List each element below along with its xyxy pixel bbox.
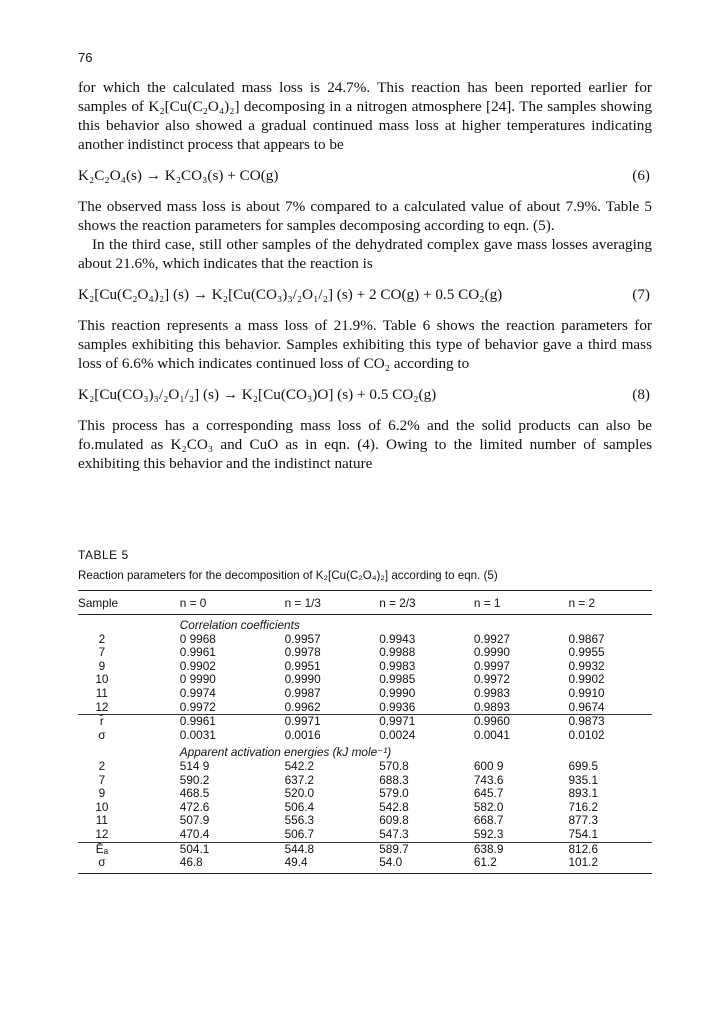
value-cell: 0.0024 xyxy=(379,727,416,742)
table-caption: Reaction parameters for the decomposition of K₂[Cu(C₂O₄)₂] according to eqn. (5) xyxy=(78,569,498,582)
value-cell: 542.2 xyxy=(284,758,315,773)
table-row xyxy=(78,760,652,774)
table-row xyxy=(78,701,652,715)
table-row xyxy=(78,774,652,788)
value-cell: 0.9910 xyxy=(568,685,605,700)
value-cell: 506.4 xyxy=(284,799,315,814)
value-cell: 0 9990 xyxy=(179,672,216,687)
row-label-cell: r̄ xyxy=(78,715,180,729)
value-cell: 0.9987 xyxy=(284,685,321,700)
value-cell: 935.1 xyxy=(568,772,599,787)
value-cell: 600 9 xyxy=(473,758,504,773)
value-cell: 507.9 xyxy=(179,813,210,828)
row-label-cell: 2 xyxy=(98,631,106,646)
table-row xyxy=(78,646,652,660)
equation-6 xyxy=(78,166,652,185)
paragraph-5: This process has a corresponding mass loss of 6.2% and the solid products can also be fo.mulated as K₂CO₃ and CuO as in eqn. (4). Owing to the limited number of samples exhibiting this behavior and the indistinct nature xyxy=(78,417,652,472)
table-row xyxy=(78,687,652,701)
row-label-cell: 9 xyxy=(98,658,106,673)
data-table xyxy=(78,590,652,874)
value-cell: 470.4 xyxy=(179,826,210,841)
value-cell: 609.8 xyxy=(379,813,409,828)
value-cell: 0.9960 xyxy=(474,715,569,729)
header-n0: n = 0 xyxy=(180,591,285,615)
summary-row xyxy=(78,715,652,729)
value-cell: 514 9 xyxy=(179,758,210,773)
value-cell: 0.9972 xyxy=(179,699,216,714)
value-cell: 0.9990 xyxy=(473,645,510,660)
value-cell: 0.9971 xyxy=(379,715,474,729)
value-cell: 0.9936 xyxy=(379,699,416,714)
equation-8-text: K₂[Cu(CO₃)₃/₂O₁/₂] (s) → K₂[Cu(CO₃)O] (s) + 0.5 CO₂(g) xyxy=(78,386,437,403)
header-n23: n = 2/3 xyxy=(379,591,474,615)
equation-6-number: (6) xyxy=(632,167,650,184)
value-cell: 556.3 xyxy=(284,813,315,828)
value-cell: 468.5 xyxy=(179,786,210,801)
value-cell: 0.9902 xyxy=(568,672,605,687)
value-cell: 0.9674 xyxy=(568,699,605,714)
value-cell: 668.7 xyxy=(473,813,504,828)
value-cell: 0.0041 xyxy=(473,727,510,742)
section-title: Correlation coefficients xyxy=(179,618,300,632)
value-cell: 582.0 xyxy=(473,799,504,814)
value-cell: 688.3 xyxy=(379,772,409,787)
paragraph-2: The observed mass loss is about 7% compared to a calculated value of about 7.9%. Table 5 shows the reaction parameters for samples decomposing according to eqn. (5). xyxy=(78,198,652,234)
value-cell: 49.4 xyxy=(285,856,380,873)
value-cell: 506.7 xyxy=(284,826,315,841)
header-sample: Sample xyxy=(78,591,180,615)
value-cell: 547.3 xyxy=(379,826,409,841)
table-label: TABLE 5 xyxy=(78,548,129,562)
table-row xyxy=(78,814,652,828)
value-cell: 0.9955 xyxy=(568,645,605,660)
value-cell: 0.9983 xyxy=(473,685,510,700)
value-cell: 645.7 xyxy=(473,786,504,801)
table-row xyxy=(78,828,652,842)
value-cell: 637.2 xyxy=(284,772,315,787)
paragraph-3: In the third case, still other samples of the dehydrated complex gave mass losses averaging about 21.6%, which indicates that the reaction is xyxy=(78,236,652,272)
value-cell: 0.9961 xyxy=(179,645,216,660)
value-cell: 46.8 xyxy=(180,856,285,873)
value-cell: 638.9 xyxy=(474,842,569,856)
value-cell: 101.2 xyxy=(569,856,653,873)
value-cell: 0.9997 xyxy=(473,658,510,673)
value-cell: 0 9968 xyxy=(179,631,216,646)
value-cell: 754.1 xyxy=(568,826,599,841)
value-cell: 743.6 xyxy=(473,772,504,787)
value-cell: 544.8 xyxy=(285,842,380,856)
value-cell: 0.9902 xyxy=(179,658,216,673)
value-cell: 0.9927 xyxy=(473,631,510,646)
row-label-cell: 12 xyxy=(95,699,109,714)
table-row xyxy=(78,660,652,674)
value-cell: 0.9873 xyxy=(569,715,653,729)
header-n2: n = 2 xyxy=(569,591,653,615)
equation-8-number: (8) xyxy=(632,386,650,403)
header-n13: n = 1/3 xyxy=(285,591,380,615)
row-label-cell: 7 xyxy=(98,645,106,660)
row-label-cell: 11 xyxy=(95,685,108,700)
value-cell: 589.7 xyxy=(379,842,474,856)
value-cell: 542.8 xyxy=(379,799,409,814)
value-cell: 0.9990 xyxy=(284,672,321,687)
section-correlation-title xyxy=(78,615,652,633)
section-spacer xyxy=(78,742,180,760)
value-cell: 0.9951 xyxy=(284,658,321,673)
value-cell: 0.9962 xyxy=(284,699,321,714)
value-cell: 0.9974 xyxy=(179,685,216,700)
equation-7-text: K₂[Cu(C₂O₄)₂] (s) → K₂[Cu(CO₃)₃/₂O₁/₂] (s) + 2 CO(g) + 0.5 CO₂(g) xyxy=(78,286,503,303)
row-label-cell: 7 xyxy=(98,772,106,787)
summary-row xyxy=(78,842,652,856)
value-cell: 54.0 xyxy=(379,856,474,873)
value-cell: 0.9932 xyxy=(568,658,605,673)
paragraph-4: This reaction represents a mass loss of 21.9%. Table 6 shows the reaction parameters for samples exhibiting this behavior. Samples exhibiting this type of behavior gave a third mass loss of 6.6% which indicates continued loss of CO₂ according to xyxy=(78,317,652,372)
value-cell: 0.9867 xyxy=(568,631,605,646)
value-cell: 0.9943 xyxy=(379,631,416,646)
row-label-cell: Ēₐ xyxy=(78,842,180,856)
header-n1: n = 1 xyxy=(474,591,569,615)
value-cell: 699.5 xyxy=(568,758,599,773)
row-label-cell: σ xyxy=(78,856,180,873)
value-cell: 0.9972 xyxy=(473,672,510,687)
equation-8 xyxy=(78,385,652,404)
value-cell: 590.2 xyxy=(179,772,210,787)
value-cell: 812.6 xyxy=(569,842,653,856)
value-cell: 0.9971 xyxy=(285,715,380,729)
value-cell: 716.2 xyxy=(568,799,599,814)
table-header-row xyxy=(78,591,652,615)
page-number: 76 xyxy=(78,50,93,65)
table-row xyxy=(78,801,652,815)
equation-6-text: K₂C₂O₄(s) → K₂CO₃(s) + CO(g) xyxy=(78,167,279,184)
value-cell: 0.9985 xyxy=(379,672,416,687)
value-cell: 592.3 xyxy=(473,826,504,841)
value-cell: 0.0102 xyxy=(568,727,605,742)
row-label-cell: 2 xyxy=(98,758,106,773)
table-row xyxy=(78,673,652,687)
row-label-cell: σ xyxy=(98,727,106,742)
row-label-cell: 10 xyxy=(95,799,109,814)
value-cell: 0.0031 xyxy=(179,727,216,742)
row-label-cell: 12 xyxy=(95,826,109,841)
table-body xyxy=(78,615,652,874)
value-cell: 0.9957 xyxy=(284,631,321,646)
body-text xyxy=(78,78,652,473)
value-cell: 504.1 xyxy=(180,842,285,856)
section-spacer xyxy=(78,615,180,633)
summary-row xyxy=(78,729,652,743)
value-cell: 0.9978 xyxy=(284,645,321,660)
paragraph-1: for which the calculated mass loss is 24.7%. This reaction has been reported earlier for samples of K₂[Cu(C₂O₄)₂] decomposing in a nitrogen atmosphere [24]. The samples showing this behavior also showed a gradual continued mass loss at higher temperatures indicating another indistinct process that appears to be xyxy=(78,79,652,153)
summary-row xyxy=(78,856,652,873)
row-label-cell: 9 xyxy=(98,786,106,801)
value-cell: 0.9961 xyxy=(180,715,285,729)
equation-7 xyxy=(78,285,652,304)
value-cell: 0.9988 xyxy=(379,645,416,660)
value-cell: 0.0016 xyxy=(284,727,321,742)
table-row xyxy=(78,633,652,647)
section-energy-title xyxy=(78,742,652,760)
table-5 xyxy=(78,548,652,874)
value-cell: 61.2 xyxy=(474,856,569,873)
value-cell: 472.6 xyxy=(179,799,210,814)
value-cell: 877.3 xyxy=(568,813,599,828)
equation-7-number: (7) xyxy=(632,286,650,303)
row-label-cell: 10 xyxy=(95,672,109,687)
value-cell: 570.8 xyxy=(379,758,409,773)
value-cell: 893.1 xyxy=(568,786,599,801)
value-cell: 0.9983 xyxy=(379,658,416,673)
value-cell: 520.0 xyxy=(284,786,315,801)
value-cell: 579.0 xyxy=(379,786,409,801)
value-cell: 0.9893 xyxy=(473,699,510,714)
value-cell: 0.9990 xyxy=(379,685,416,700)
row-label-cell: 11 xyxy=(95,813,108,828)
section-title: Apparent activation energies (kJ mole⁻¹) xyxy=(179,745,392,760)
table-row xyxy=(78,787,652,801)
